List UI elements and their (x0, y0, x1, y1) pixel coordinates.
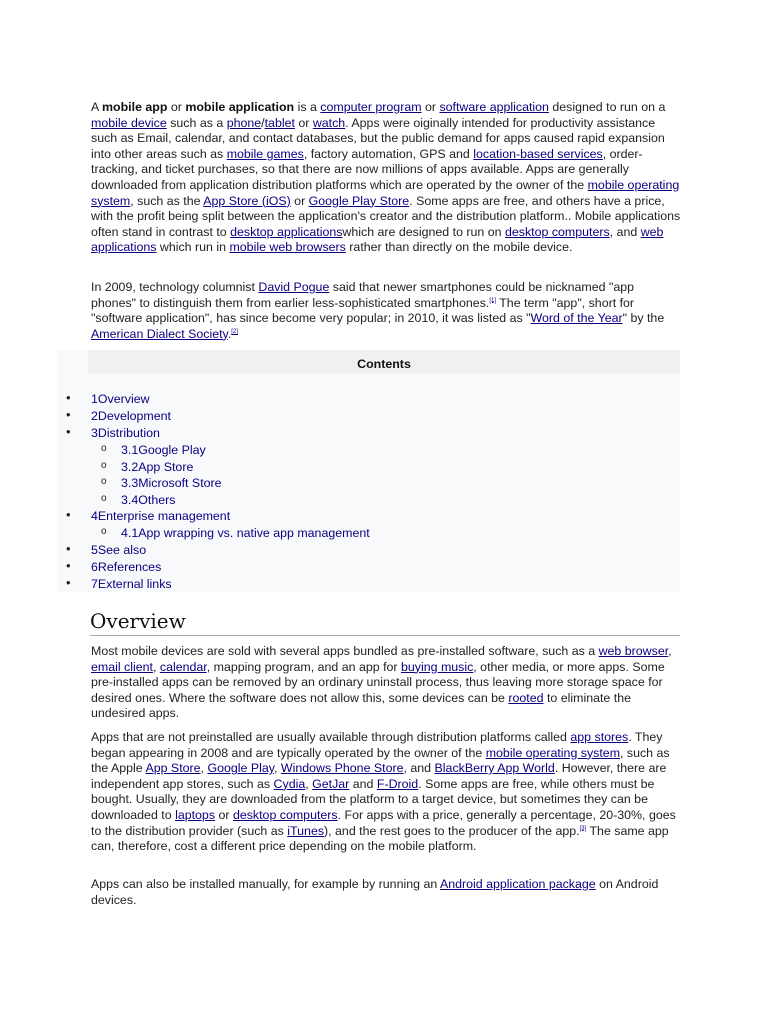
text-run: / (261, 115, 265, 130)
toc-number: 5 (91, 542, 98, 557)
text-run: Apps that are not preinstalled are usually available through distribution platforms called (91, 730, 571, 744)
wiki-link[interactable]: Word of the Year (530, 311, 623, 326)
wiki-link[interactable]: buying music (400, 659, 474, 674)
text-run: designed to run on a (548, 100, 666, 114)
wiki-link[interactable]: mobile operating system (91, 177, 680, 208)
overview-paragraph-2 (91, 730, 681, 855)
toc-number: 4 (91, 509, 98, 523)
text-run: The same app can, therefore, cost a different price depending on the mobile platform. (91, 823, 669, 854)
wiki-link[interactable]: mobile web browsers (229, 240, 346, 255)
toc-item[interactable] (101, 459, 194, 475)
wiki-link[interactable]: tablet (264, 115, 295, 130)
toc-item[interactable] (101, 475, 222, 491)
toc-link[interactable]: Development (97, 409, 171, 423)
text-run: , order-tracking, and ticket purchases, so that there are now millions of apps available. Apps are generally downloaded from application distribution platforms which are operated by the owner of the (91, 146, 643, 192)
intro-paragraph-1 (91, 100, 681, 256)
toc-item[interactable] (66, 407, 171, 424)
text-run: , (668, 644, 672, 658)
text-run: , factory automation, GPS and (303, 146, 474, 161)
wiki-link[interactable]: mobile games (226, 146, 304, 161)
circle-bullet-icon: o (101, 459, 107, 471)
citation-link[interactable]: [2] (231, 328, 238, 335)
wiki-link[interactable]: web applications (91, 224, 664, 255)
toc-number: 7 (91, 576, 98, 591)
wiki-link[interactable]: BlackBerry App World (434, 761, 555, 776)
toc-number: 3.2 (121, 459, 139, 474)
bullet-icon: • (66, 507, 71, 522)
text-run: , such as the (130, 193, 204, 208)
toc-item[interactable] (101, 442, 206, 458)
text-run: , and (403, 761, 435, 776)
citation-link[interactable]: [3] (579, 825, 587, 832)
wiki-link[interactable]: Windows Phone Store (280, 761, 404, 776)
wiki-link[interactable]: phone (226, 115, 262, 130)
text-run: , such as the Apple (91, 745, 670, 776)
toc-item[interactable] (66, 424, 160, 441)
toc-number: 6 (91, 559, 98, 574)
wiki-link[interactable]: location-based services (473, 146, 603, 161)
text-run: on Android devices. (91, 877, 659, 907)
toc-number: 3.3 (121, 476, 139, 490)
toc-link[interactable]: Others (138, 492, 176, 507)
circle-bullet-icon: o (101, 526, 107, 537)
wiki-link[interactable]: iTunes (287, 823, 325, 838)
text-run: , and (609, 224, 641, 239)
wiki-link[interactable]: watch (312, 115, 346, 130)
toc-link[interactable]: External links (97, 576, 172, 591)
wiki-link[interactable]: app stores (570, 730, 629, 744)
bold-term: mobile application (185, 100, 295, 114)
text-run: which run in (156, 240, 230, 255)
wiki-link[interactable]: rooted (508, 690, 544, 705)
text-run: . (227, 326, 232, 341)
text-run: or (290, 193, 309, 208)
bullet-icon: • (66, 390, 71, 405)
text-run: In 2009, technology columnist (91, 280, 259, 294)
text-run: . Apps were oiginally intended for productivity assistance such as Email, calendar, and contact databases, but the public demand for apps caused rapid expansion into other areas such as (91, 115, 665, 161)
toc-link[interactable]: Enterprise management (97, 509, 231, 523)
wiki-link[interactable]: web browser (598, 644, 669, 658)
text-run: said that newer smartphones could be nicknamed "app phones" to distinguish them from earlier less-sophisticated smartphones. (91, 280, 635, 310)
bullet-icon: • (66, 574, 71, 590)
wiki-link[interactable]: desktop computers (504, 224, 610, 239)
text-run: or (167, 100, 186, 114)
text-run: or (294, 115, 313, 130)
toc-title: Contents (88, 350, 680, 373)
toc-item[interactable] (66, 557, 162, 575)
wiki-link[interactable]: calendar (159, 659, 207, 674)
bullet-icon: • (66, 540, 71, 556)
toc-number: 2 (91, 409, 98, 423)
wiki-link[interactable]: David Pogue (258, 280, 330, 294)
toc-link[interactable]: References (97, 559, 162, 574)
text-run: The term "app", short for "software application", has since become very popular; in 2010, it was listed as " (91, 295, 635, 326)
text-run: , mapping program, and an app for (206, 659, 401, 674)
overview-heading: Overview (90, 607, 680, 636)
text-run: which are designed to run on (342, 224, 505, 239)
text-run: Most mobile devices are sold with several apps bundled as pre-installed software, such as a (91, 644, 599, 658)
text-run: . Some apps are free, and others have a price, with the profit being split between the application's creator and the distribution platform.. Mobile applications often stand in contrast to (91, 193, 681, 239)
wiki-link[interactable]: email client (91, 659, 153, 674)
toc-link[interactable]: Distribution (97, 426, 160, 440)
toc-link[interactable]: App wrapping vs. native app management (138, 526, 370, 540)
intro-paragraph-2 (91, 280, 681, 342)
text-run: Apps can also be installed manually, for example by running an (91, 877, 440, 891)
overview-paragraph-3 (91, 877, 681, 908)
citation (231, 329, 238, 335)
bold-term: mobile app (102, 100, 168, 114)
toc-number: 3.1 (121, 443, 139, 457)
overview-paragraph-1 (91, 644, 681, 722)
text-run: to eliminate the undesired apps. (91, 690, 631, 721)
wiki-link[interactable]: App Store (145, 761, 201, 776)
wiki-link[interactable]: GetJar (312, 776, 350, 791)
citation (489, 297, 496, 303)
toc-item[interactable] (101, 492, 176, 508)
wiki-link[interactable]: mobile device (91, 115, 167, 130)
wiki-link[interactable]: laptops (175, 807, 216, 822)
text-run: . Some apps are free, while others must be bought. Usually, they are downloaded from the platform to a target device, but sometimes they can be downloaded to (91, 776, 655, 822)
wiki-link[interactable]: App Store (iOS) (203, 193, 291, 208)
text-run: or (215, 807, 233, 822)
toc-item[interactable] (66, 390, 150, 407)
text-run: , other media, or more apps. Some pre-installed apps can be removed by an ordinary uninstall process, thus leaving more storage space for desired ones. Where the software does not allow this, some devices can be (91, 659, 665, 705)
toc-link[interactable]: See also (97, 542, 147, 557)
circle-bullet-icon: o (101, 492, 107, 504)
wiki-link[interactable]: computer program (320, 100, 422, 114)
circle-bullet-icon: o (101, 443, 107, 454)
wiki-link[interactable]: Android application package (439, 877, 596, 891)
bullet-icon: • (66, 424, 71, 439)
text-run: ), and the rest goes to the producer of the app. (324, 823, 580, 838)
text-run: . However, there are independent app stores, such as (91, 761, 667, 791)
wiki-link[interactable]: Google Play Store (308, 193, 410, 208)
wiki-link[interactable]: desktop applications (230, 224, 343, 239)
text-run: , (200, 761, 208, 776)
wiki-link[interactable]: American Dialect Society (91, 326, 228, 341)
wiki-link[interactable]: Google Play (207, 761, 275, 776)
text-run: . They began appearing in 2008 and are typically operated by the owner of the (91, 730, 663, 760)
bullet-icon: • (66, 407, 71, 422)
bullet-icon: • (66, 557, 71, 573)
text-run: or (421, 100, 440, 114)
text-run: , (305, 776, 313, 791)
text-run: " by the (622, 311, 665, 326)
toc-link[interactable]: Google Play (138, 443, 206, 457)
text-run: such as a (166, 115, 227, 130)
text-run: , (274, 761, 281, 776)
toc-number: 3.4 (121, 492, 139, 507)
text-run: and (349, 776, 377, 791)
wiki-link[interactable]: software application (439, 100, 549, 114)
wiki-link[interactable]: mobile operating system (485, 745, 621, 760)
toc-item[interactable] (66, 540, 147, 558)
citation-link[interactable]: [1] (489, 297, 497, 304)
text-run: . For apps with a price, generally a percentage, 20-30%, goes to the distribution provider (such as (91, 807, 676, 838)
wiki-link[interactable]: F-Droid (376, 776, 419, 791)
text-run: A (91, 100, 103, 114)
toc-link[interactable]: App Store (138, 459, 194, 474)
toc-number: 4.1 (121, 526, 139, 540)
toc-number: 3 (91, 426, 98, 440)
wiki-link[interactable]: desktop computers (232, 807, 338, 822)
circle-bullet-icon: o (101, 476, 107, 487)
text-run: rather than directly on the mobile device. (345, 240, 573, 255)
text-run: , (152, 659, 160, 674)
toc-number: 1 (91, 392, 98, 406)
toc-link[interactable]: Overview (97, 392, 150, 406)
toc-item[interactable] (66, 507, 231, 524)
toc-item[interactable] (101, 525, 370, 541)
text-run: is a (294, 100, 321, 114)
toc-link[interactable]: Microsoft Store (138, 476, 222, 490)
wiki-link[interactable]: Cydia (273, 776, 306, 791)
toc-item[interactable] (66, 574, 172, 592)
